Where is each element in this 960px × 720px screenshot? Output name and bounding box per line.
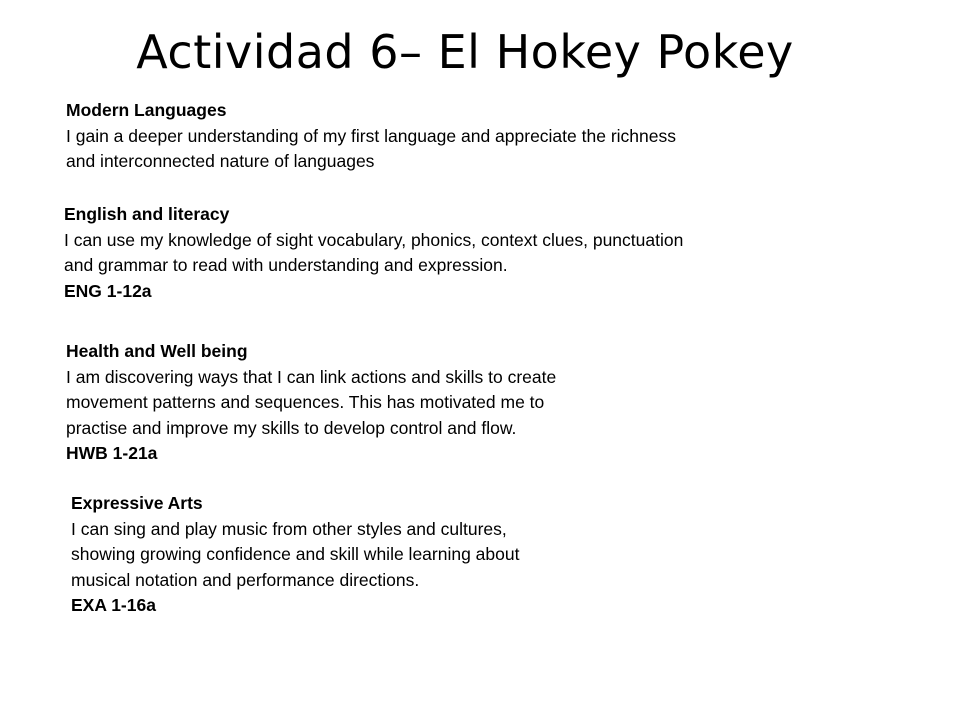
english-literacy-outcome	[64, 202, 683, 304]
modern-languages-outcome	[66, 98, 676, 175]
health-wellbeing-heading: Health and Well being	[66, 341, 248, 361]
health-wellbeing-text-line: I am discovering ways that I can link actions and skills to create	[66, 366, 557, 387]
english-literacy-text-line: and grammar to read with understanding and expression.	[64, 255, 508, 275]
expressive-arts-code: EXA 1-16a	[71, 595, 156, 615]
expressive-arts-text-line: I can sing and play music from other styles and cultures,	[71, 518, 507, 539]
health-wellbeing-code: HWB 1-21a	[66, 443, 158, 463]
modern-languages-heading: Modern Languages	[66, 100, 227, 120]
english-literacy-code: ENG 1-12a	[64, 280, 152, 301]
slide-title: Actividad 6– El Hokey Pokey	[136, 25, 794, 79]
expressive-arts-heading: Expressive Arts	[71, 493, 203, 513]
expressive-arts-text-line: showing growing confidence and skill while learning about	[71, 544, 520, 564]
english-literacy-heading: English and literacy	[64, 204, 230, 224]
health-wellbeing-outcome	[66, 339, 556, 467]
expressive-arts-outcome	[71, 491, 519, 619]
modern-languages-text-line: I gain a deeper understanding of my first language and appreciate the richness	[66, 125, 676, 146]
health-wellbeing-text-line: movement patterns and sequences. This has motivated me to	[66, 392, 545, 412]
health-wellbeing-text-line: practise and improve my skills to develop control and flow.	[66, 417, 517, 438]
english-literacy-text-line: I can use my knowledge of sight vocabulary, phonics, context clues, punctuation	[64, 229, 684, 250]
modern-languages-text-line: and interconnected nature of languages	[66, 151, 375, 171]
expressive-arts-text-line: musical notation and performance directions.	[71, 569, 420, 590]
